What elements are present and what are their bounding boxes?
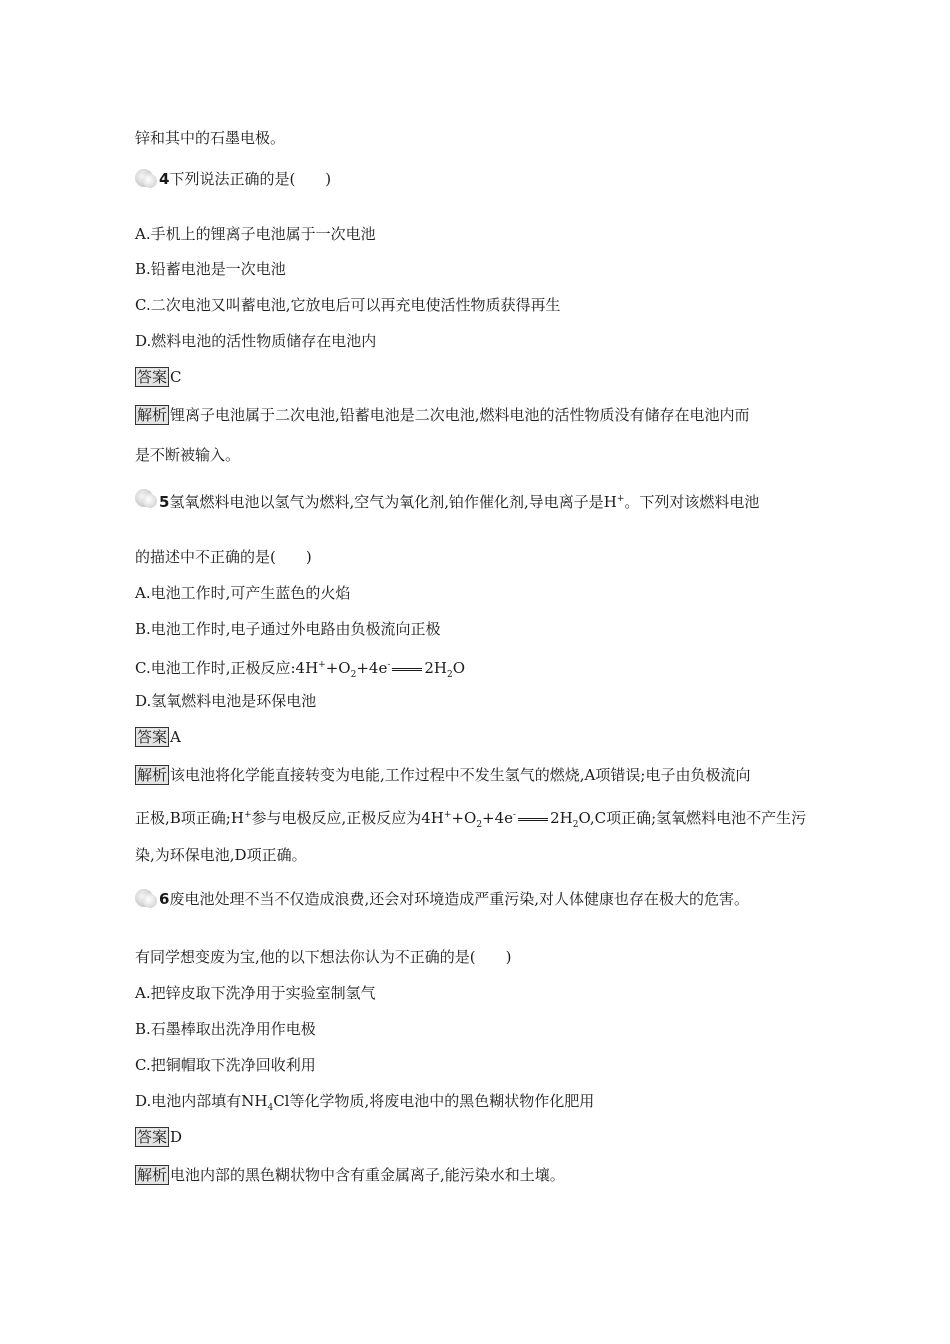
- q4-option-b: B.铅蓄电池是一次电池: [135, 260, 286, 278]
- q4-analysis-line-2: 是不断被输入。: [135, 446, 241, 464]
- q6-option-c: C.把铜帽取下洗净回收利用: [135, 1056, 316, 1074]
- q5-answer: [135, 726, 181, 748]
- question-4-stem: 4下列说法正确的是( ): [135, 168, 331, 190]
- analysis-tag: 解析: [137, 766, 168, 784]
- question-marker-icon: [133, 488, 159, 510]
- q4-analysis-line-1: 解析 锂离子电池属于二次电池,铅蓄电池是二次电池,燃料电池的活性物质没有储存在电池内而: [137, 406, 750, 424]
- answer-tag: 答案: [137, 1128, 168, 1146]
- reaction-equals-sign: [518, 818, 548, 821]
- question-number: 5: [159, 493, 170, 511]
- q5-option-c: C.电池工作时,正极反应$:4H^++O_2+4e^-$ $2H_2O$: [135, 659, 466, 680]
- intro-line: 锌和其中的石墨电极。: [135, 129, 286, 147]
- q6-option-d: D.电池内部填有$NH_4Cl$等化学物质,将废电池中的黑色糊状物作化肥用: [135, 1092, 595, 1113]
- q5-analysis-line-2: 正极,B项正确;H+参与电极反应,正极反应为$4H^++O_2+4e^-$ $2H_2O,C$项正确;氢氧燃料电池不产生污: [135, 809, 807, 830]
- answer-value: D: [170, 1128, 183, 1146]
- q4-option-a: A.手机上的锂离子电池属于一次电池: [135, 225, 376, 243]
- answer-tag: 答案: [137, 728, 168, 746]
- q6-answer: [135, 1126, 182, 1148]
- q4-answer: [135, 366, 182, 388]
- q5-analysis-line-3: 染,为环保电池,D项正确。: [135, 846, 307, 864]
- question-number: 4: [159, 170, 170, 188]
- q5-option-a: A.电池工作时,可产生蓝色的火焰: [135, 584, 351, 602]
- cathode-equation: $4H^++O_2+4e^-$ $2H_2O$: [295, 659, 466, 680]
- cathode-equation: $4H^++O_2+4e^-$ $2H_2O$: [421, 809, 590, 830]
- q6-option-b: B.石墨棒取出洗净用作电极: [135, 1020, 316, 1038]
- question-6-stem: 6废电池处理不当不仅造成浪费,还会对环境造成严重污染,对人体健康也存在极大的危害。: [135, 888, 749, 910]
- question-5-stem-cont: 的描述中不正确的是( ): [135, 548, 312, 566]
- question-5-stem: 5氢氧燃料电池以氢气为燃料,空气为氧化剂,铂作催化剂,导电离子是H+。下列对该燃料电池: [135, 488, 759, 513]
- answer-value: C: [170, 368, 182, 386]
- analysis-tag: 解析: [137, 1166, 168, 1184]
- q5-option-d: D.氢氧燃料电池是环保电池: [135, 692, 317, 710]
- q6-analysis-line-1: 解析 电池内部的黑色糊状物中含有重金属离子,能污染水和土壤。: [137, 1166, 565, 1184]
- question-6-stem-cont: 有同学想变废为宝,他的以下想法你认为不正确的是( ): [135, 948, 512, 966]
- q5-analysis-line-1: 解析 该电池将化学能直接转变为电能,工作过程中不发生氢气的燃烧,A项错误;电子由负极流向: [137, 766, 751, 784]
- answer-value: A: [170, 728, 181, 746]
- q4-option-c: C.二次电池又叫蓄电池,它放电后可以再充电使活性物质获得再生: [135, 296, 561, 314]
- analysis-tag: 解析: [137, 406, 168, 424]
- q4-option-d: D.燃料电池的活性物质储存在电池内: [135, 332, 377, 350]
- question-marker-icon: [133, 168, 159, 190]
- answer-tag: 答案: [137, 368, 168, 386]
- reaction-equals-sign: [392, 668, 422, 671]
- q5-option-b: B.电池工作时,电子通过外电路由负极流向正极: [135, 620, 441, 638]
- q6-option-a: A.把锌皮取下洗净用于实验室制氢气: [135, 984, 376, 1002]
- question-number: 6: [159, 890, 170, 908]
- question-marker-icon: [133, 888, 159, 910]
